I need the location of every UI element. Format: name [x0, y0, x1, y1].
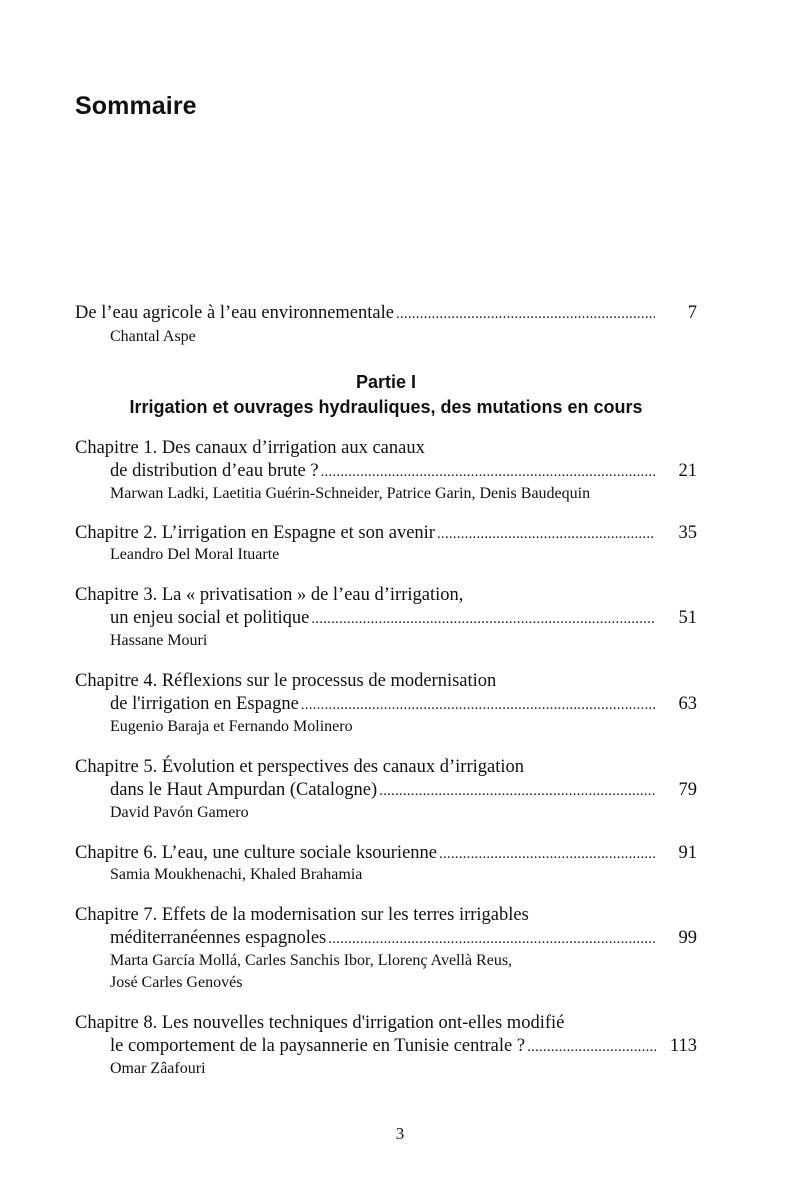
- entry-page: 7: [687, 303, 697, 323]
- chapter-4-authors: Eugenio Baraja et Fernando Molinero: [110, 718, 353, 735]
- entry-page: 113: [669, 1036, 697, 1056]
- chapter-8-line2[interactable]: le comportement de la paysannerie en Tunisie centrale ? ..... 113: [110, 1035, 697, 1058]
- chapter-5-line2[interactable]: dans le Haut Ampurdan (Catalogne) ..... 79: [110, 779, 697, 802]
- chapter-2-authors: Leandro Del Moral Ituarte: [110, 546, 280, 563]
- chapter-6-authors: Samia Moukhenachi, Khaled Brahamia: [110, 866, 363, 883]
- chapter-2-line1[interactable]: Chapitre 2. L’irrigation en Espagne et son avenir ..... 35: [75, 522, 697, 545]
- chapter-4-line2[interactable]: de l'irrigation en Espagne ..... 63: [110, 693, 697, 716]
- chapter-5-authors: David Pavón Gamero: [110, 804, 249, 821]
- part-title: Irrigation et ouvrages hydrauliques, des mutations en cours: [129, 397, 643, 417]
- dot-leader: [396, 303, 655, 325]
- dot-leader: [437, 523, 655, 545]
- chapter-6-line1[interactable]: Chapitre 6. L’eau, une culture sociale ksourienne ..... 91: [75, 842, 697, 865]
- dot-leader: [321, 461, 655, 483]
- chapter-5-line1[interactable]: Chapitre 5. Évolution et perspectives des canaux d’irrigation: [75, 757, 525, 777]
- dot-leader: [439, 843, 655, 865]
- chapter-3-line2[interactable]: un enjeu social et politique ..... 51: [110, 607, 697, 630]
- chapter-1-line1[interactable]: Chapitre 1. Des canaux d’irrigation aux canaux: [75, 438, 425, 458]
- entry-page: 51: [678, 608, 697, 628]
- dot-leader: [301, 694, 655, 716]
- chapter-7-authors-cont: José Carles Genovés: [110, 974, 243, 991]
- entry-page: 91: [678, 843, 697, 863]
- page-number: 3: [395, 1124, 405, 1143]
- part-label: Partie I: [355, 372, 417, 392]
- dot-leader: [311, 608, 655, 630]
- dot-leader: [328, 928, 655, 950]
- chapter-3-line1[interactable]: Chapitre 3. La « privatisation » de l’eau d’irrigation,: [75, 585, 464, 605]
- chapter-8-authors: Omar Zâafouri: [110, 1060, 206, 1077]
- chapter-1-authors: Marwan Ladki, Laetitia Guérin-Schneider, Patrice Garin, Denis Baudequin: [110, 485, 591, 502]
- dot-leader: [527, 1036, 656, 1058]
- entry-page: 21: [678, 461, 697, 481]
- chapter-3-authors: Hassane Mouri: [110, 632, 208, 649]
- toc-entry-intro[interactable]: [75, 302, 697, 325]
- entry-title: De l’eau agricole à l’eau environnementale: [75, 303, 394, 323]
- chapter-7-line1[interactable]: Chapitre 7. Effets de la modernisation sur les terres irrigables: [75, 905, 529, 925]
- entry-page: 63: [678, 694, 697, 714]
- chapter-1-line2[interactable]: de distribution d’eau brute ? ..... 21: [110, 460, 697, 483]
- entry-page: 79: [678, 780, 697, 800]
- entry-author: Chantal Aspe: [110, 328, 196, 345]
- entry-page: 35: [678, 523, 697, 543]
- page-title: Sommaire: [75, 92, 197, 120]
- entry-page: 99: [678, 928, 697, 948]
- chapter-7-authors: Marta García Mollá, Carles Sanchis Ibor, Llorenç Avellà Reus,: [110, 952, 513, 969]
- chapter-4-line1[interactable]: Chapitre 4. Réflexions sur le processus de modernisation: [75, 671, 497, 691]
- chapter-7-line2[interactable]: méditerranéennes espagnoles ..... 99: [110, 927, 697, 950]
- chapter-8-line1[interactable]: Chapitre 8. Les nouvelles techniques d'irrigation ont-elles modifié: [75, 1013, 565, 1033]
- dot-leader: [379, 780, 655, 802]
